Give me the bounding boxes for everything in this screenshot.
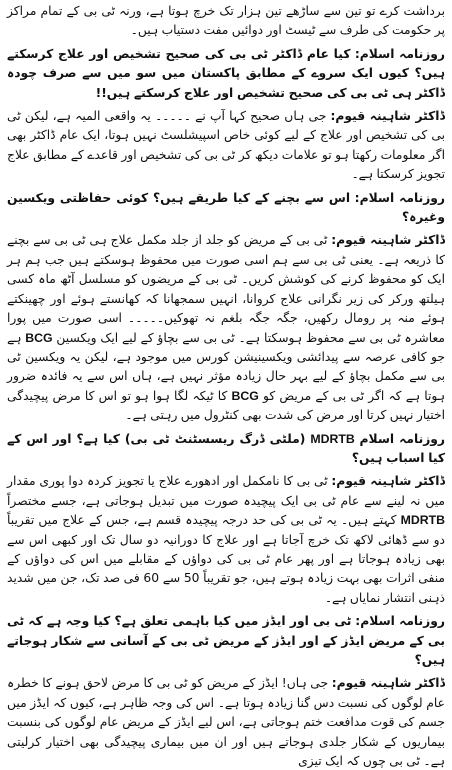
speaker-label: روزنامہ اسلام: bbox=[354, 46, 445, 61]
question-text: اس سے بچنے کے کیا طریقے ہیں؟ کوئی حفاظتی ویکسین وغیرہ؟ bbox=[7, 190, 445, 225]
latin-term: MDRTB bbox=[400, 513, 445, 528]
paragraph-text: برداشت کرے تو تین سے ساڑھے تین ہزار تک خرچ ہوتا ہے، ورنہ ٹی بی کے تمام مراکز پر حکومت کی طرف سے ٹیسٹ اور دوائیں مفت دستیاب ہیں۔ bbox=[7, 4, 445, 38]
article-paragraph bbox=[7, 430, 445, 469]
latin-term: MDRTB bbox=[310, 431, 355, 446]
question-text: ٹی بی اور ایڈز میں کیا باہمی تعلق ہے؟ کیا وجہ ہے کہ ٹی بی کے مریض ایڈز کے اور ایڈز کے مریض ٹی بی کے آسانی سے شکار ہوجاتے ہیں؟ bbox=[7, 614, 445, 667]
article-paragraph bbox=[7, 472, 445, 608]
speaker-label: روزنامہ اسلام bbox=[359, 431, 446, 446]
article-paragraph bbox=[7, 45, 445, 103]
paragraph-text: ہے جو کافی عرصہ سے پیدائشی ویکسینیشن کورس میں موجود ہے، لیکن یہ ویکسین ٹی بی سے مکمل بچاؤ کے لیے بہر حال زیادہ مؤثر نہیں ہے، ہاں اس سے یہ فائدہ ضرور ہوتا ہے کہ اگر ٹی بی کے مریض کو bbox=[7, 330, 445, 403]
speaker-label: ڈاکٹر شاہینہ قیوم: bbox=[330, 109, 445, 124]
speaker-label: ڈاکٹر شاہینہ قیوم: bbox=[331, 474, 445, 489]
article-paragraph bbox=[7, 674, 445, 770]
speaker-label: روزنامہ اسلام: bbox=[354, 190, 445, 205]
paragraph-text: کا ٹیکہ لگا ہوا ہو تو اس کا مرض پیچیدگی اختیار نہیں کرتا اور مرض کی شدت بھی کنٹرول میں رہتی ہے۔ bbox=[7, 388, 445, 423]
paragraph-text: کہتے ہیں۔ یہ ٹی بی کی حد درجہ پیچیدہ قسم ہے، جس کے علاج میں تقریباً دو سے ڈھائی لاکھ تک خرچ آجاتا ہے اور علاج کا دورانیہ دو سال تک اور کبھی اس سے بھی زیادہ ہوجاتا ہے اور پھر عام ٹی بی کی دواؤں کے مقابلے میں اس کی دواؤں کے منفی اثرات بھی بہت زیادہ ہوتے ہیں، جو تقریباً 50 سے 60 فی صد تک، جن میں شدید ذہنی انتشار نمایاں ہے۔ bbox=[7, 513, 446, 605]
question-text: کیا عام ڈاکٹر ٹی بی کی صحیح تشخیص اور علاج کرسکتے ہیں؟ کیوں ایک سروے کے مطابق پاکستان میں سو میں سے صرف چودہ ڈاکٹر ہی ٹی بی کی صحیح تشخیص اور علاج کرسکتے ہیں!! bbox=[7, 46, 445, 100]
article-paragraph bbox=[7, 231, 445, 425]
latin-term: BCG bbox=[231, 388, 259, 403]
article-paragraph bbox=[7, 107, 445, 185]
paragraph-text: ٹی بی کا نامکمل اور ادھورے علاج یا تجویز کردہ دوا پوری مقدار میں نہ لینے سے عام ٹی بی ایک پیچیدہ صورت میں تبدیل ہوجاتی ہے، جسے مختصراً bbox=[7, 474, 445, 508]
article-paragraph bbox=[7, 189, 445, 228]
speaker-label: ڈاکٹر شاہینہ قیوم: bbox=[331, 233, 445, 248]
question-text: (ملٹی ڈرگ ریسسٹنٹ ٹی بی) کیا ہے؟ اور اس کے کیا اسباب ہیں؟ bbox=[7, 431, 445, 465]
speaker-label: ڈاکٹر شاہینہ قیوم: bbox=[331, 676, 445, 691]
speaker-label: روزنامہ اسلام: bbox=[355, 614, 445, 629]
paragraph-text: جی ہاں صحیح کہا آپ نے ۔۔۔۔۔ یہ واقعی المیہ ہے، لیکن ٹی بی کی تشخیص اور علاج کے لیے کوئی خاص اسپیشلسٹ نہیں ہوتا، ایک عام ڈاکٹر بھی اگر معلومات رکھتا ہو تو علامات دیکھ کر ٹی بی کی تشخیص اور قاعدے کے مطابق علاج تجویز کرسکتا ہے۔ bbox=[7, 109, 445, 182]
latin-term: BCG bbox=[25, 330, 53, 345]
article-paragraph bbox=[7, 612, 445, 670]
paragraph-text: ٹی بی کے مریض کو جلد از جلد مکمل علاج ہی ٹی بی سے بچنے کا ذریعہ ہے۔ یعنی ٹی بی سے ہم اسی صورت میں محفوظ ہوسکتے ہیں جب ہم ہر ایک کو محفوظ کرنے کی کوشش کریں۔ ٹی بی کے مریضوں کو مسلسل آٹھ ماہ کسی ہیلتھ ورکر کی زیر نگرانی علاج کروانا، انہیں سمجھانا کہ کھانستے ہوئے اور چھینکتے ہوئے منہ پر رومال رکھیں، جگہ جگہ بلغم نہ تھوکیں۔۔۔۔۔ اسی صورت میں پورا معاشرہ ٹی بی سے محفوظ ہوسکتا ہے۔ ٹی بی سے بچاؤ کے لیے ایک ویکسین bbox=[7, 233, 445, 345]
paragraph-text: جی ہاں! ایڈز کے مریض کو ٹی بی کا مرض لاحق ہونے کا خطرہ عام لوگوں کی نسبت دس گنا زیادہ ہوتا ہے۔ اس کی وجہ ظاہر ہے، کیوں کہ ایڈز میں جسم کی قوت مدافعت ختم ہوجاتی ہے، اس لیے ایڈز کے مریض عام لوگوں کی بنسبت بیماریوں کے شکار جلدی ہوجاتے ہیں اور ان میں بیماری پیچیدگی بھی اختیار کرلیتی ہے۔ ٹی بی چوں کہ ایک تیزی bbox=[7, 676, 445, 769]
article-paragraph bbox=[7, 2, 445, 41]
